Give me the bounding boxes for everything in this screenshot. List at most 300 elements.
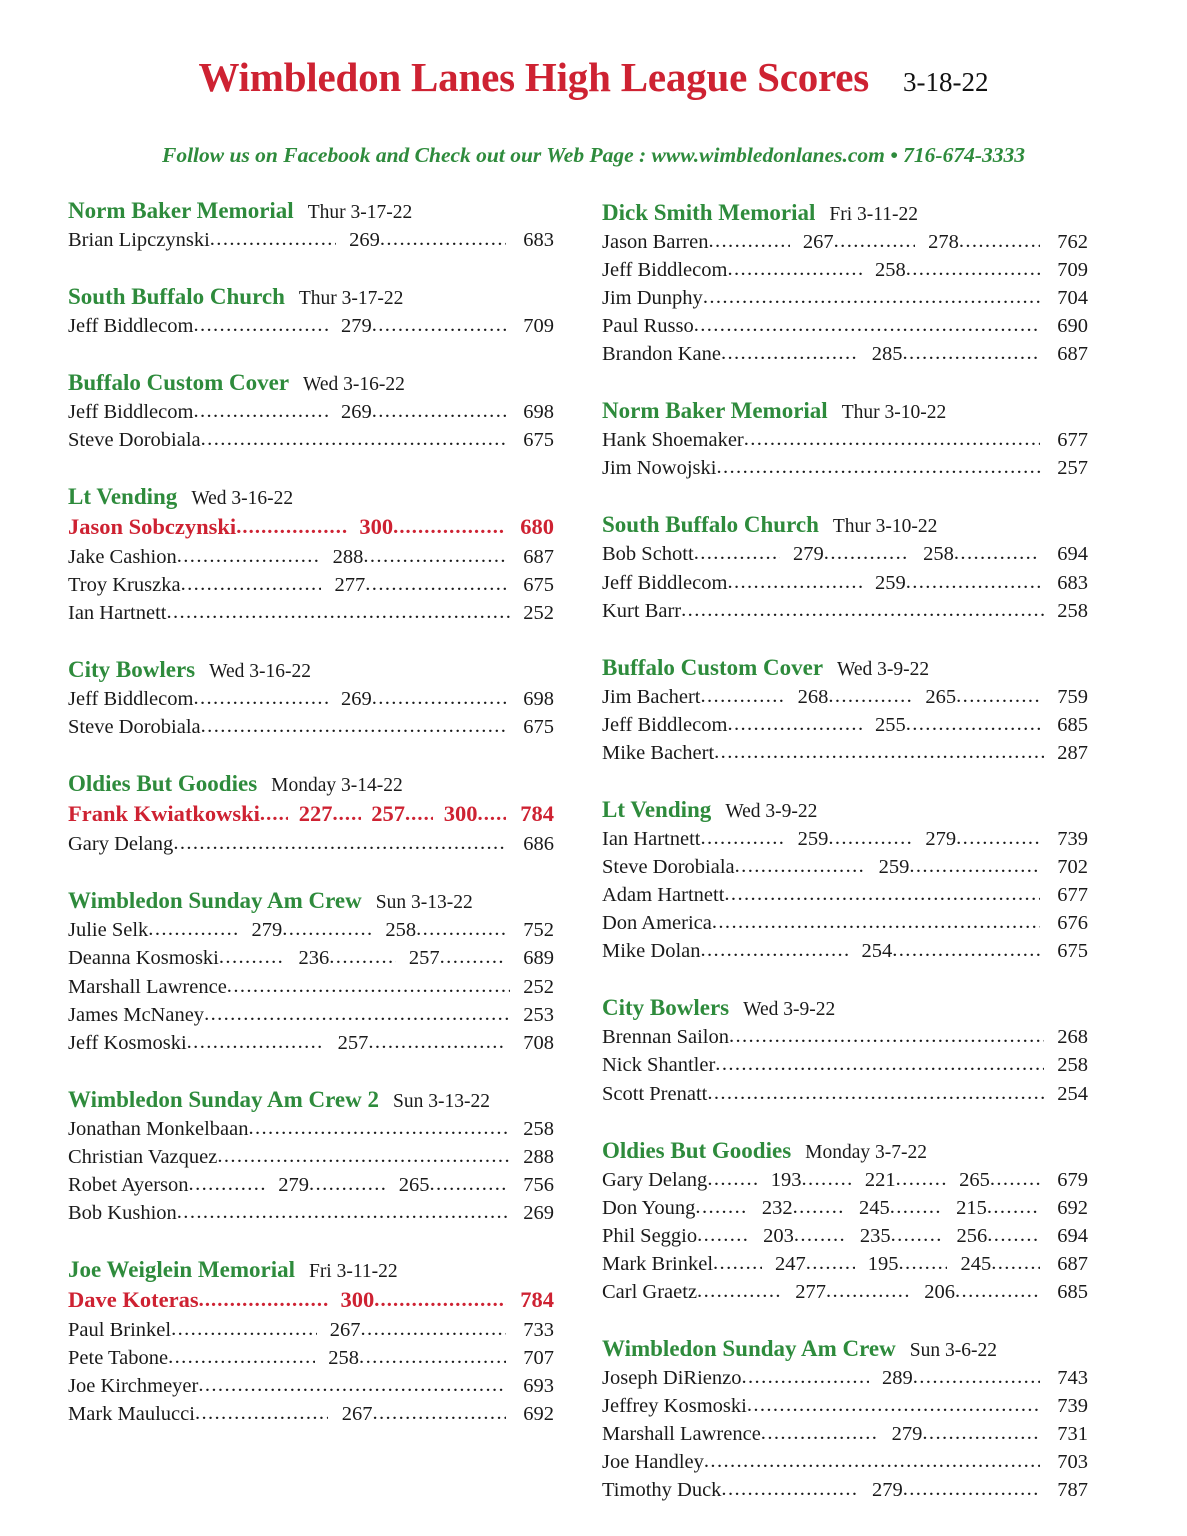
dot-leader [708, 227, 789, 255]
series-total: 690 [1057, 315, 1088, 338]
issue-date: 3-18-22 [903, 67, 989, 98]
dot-leader [177, 542, 320, 570]
league-name: Wimbledon Sunday Am Crew [602, 1335, 896, 1361]
score-row [68, 1316, 554, 1344]
game-score: 277 [795, 1280, 827, 1303]
game-score: 257 [1057, 457, 1088, 480]
league-header [602, 1138, 1088, 1164]
dot-leader [955, 1277, 1040, 1305]
score-row [602, 228, 1088, 256]
game-score: 269 [340, 401, 372, 424]
league-header [68, 370, 554, 396]
series-total: 756 [523, 1173, 554, 1196]
dot-leader [824, 539, 910, 567]
game-score: 252 [523, 602, 554, 625]
dot-leader [201, 712, 506, 740]
league-block [68, 370, 554, 454]
score-row [602, 1250, 1088, 1278]
bowler-name: Hank Shoemaker [602, 429, 744, 452]
score-row [602, 454, 1088, 482]
series-total: 675 [1057, 940, 1088, 963]
dot-leader [681, 596, 1044, 624]
series-total: 675 [523, 716, 554, 739]
game-score: 253 [523, 1003, 554, 1026]
bowler-name: Jeff Biddlecom [602, 713, 728, 736]
game-score: 195 [867, 1252, 899, 1275]
game-score: 269 [523, 1201, 554, 1224]
series-total: 709 [523, 315, 554, 338]
league-date: Sun 3-13-22 [375, 892, 473, 914]
game-score: 279 [793, 543, 824, 566]
game-score: 267 [341, 1403, 373, 1426]
dot-leader [204, 1000, 510, 1028]
league-header [68, 1257, 554, 1283]
bowler-name: Troy Kruszka [68, 574, 181, 597]
game-score: 221 [864, 1168, 896, 1191]
series-total: 683 [523, 228, 554, 251]
game-score: 265 [959, 1168, 990, 1191]
league-date: Wed 3-16-22 [191, 488, 294, 510]
bowler-name: Paul Brinkel [68, 1318, 172, 1341]
dot-leader [724, 880, 1040, 908]
score-row [602, 825, 1088, 853]
league-date: Thur 3-10-22 [832, 516, 938, 538]
dot-leader [697, 1221, 750, 1249]
dot-leader [193, 397, 327, 425]
bowler-name: Jim Nowojski [602, 457, 717, 480]
score-row [68, 426, 554, 454]
left-column [68, 198, 554, 1458]
dot-leader [987, 1193, 1040, 1221]
bowler-name: Don Young [602, 1196, 696, 1219]
league-block [602, 1336, 1088, 1504]
game-score: 279 [340, 315, 372, 338]
league-header [68, 198, 554, 224]
dot-leader [987, 1221, 1040, 1249]
dot-leader [372, 1399, 506, 1427]
dot-leader [909, 852, 1040, 880]
score-row [602, 340, 1088, 368]
series-total: 689 [523, 947, 555, 970]
bowler-name: Adam Hartnett [602, 884, 725, 907]
dot-leader [199, 1286, 331, 1314]
dot-leader [282, 915, 372, 943]
bowler-name: Gary Delang [602, 1168, 708, 1191]
game-score: 279 [251, 919, 283, 942]
dot-leader [956, 682, 1040, 710]
dot-leader [828, 824, 912, 852]
bowler-name: Jeff Biddlecom [602, 571, 728, 594]
bowler-name: Ian Hartnett [602, 827, 701, 850]
dot-leader [173, 829, 506, 857]
league-block [602, 200, 1088, 368]
league-block [602, 1138, 1088, 1306]
bowler-name: Phil Seggio [602, 1224, 698, 1247]
dot-leader [309, 1170, 385, 1198]
dot-leader [260, 800, 289, 828]
series-total: 698 [523, 401, 554, 424]
dot-leader [329, 943, 395, 971]
score-row [602, 937, 1088, 965]
bowler-name: Jeff Biddlecom [68, 401, 194, 424]
bowler-name: Deanna Kosmoski [68, 947, 219, 970]
game-score: 258 [923, 543, 954, 566]
score-row [602, 1278, 1088, 1306]
dot-leader [393, 513, 506, 541]
game-score: 267 [329, 1318, 361, 1341]
bowler-name: Brennan Sailon [602, 1026, 729, 1049]
league-header [68, 771, 554, 797]
bowler-name: Christian Vazquez [68, 1145, 218, 1168]
league-name: Buffalo Custom Cover [602, 654, 824, 680]
dot-leader [747, 1391, 1040, 1419]
score-row [68, 226, 554, 254]
dot-leader [899, 1249, 948, 1277]
series-total: 685 [1057, 713, 1088, 736]
score-row [602, 1194, 1088, 1222]
dot-leader [703, 283, 1040, 311]
league-date: Wed 3-9-22 [725, 800, 818, 822]
series-total: 743 [1057, 1366, 1088, 1389]
game-score: 215 [956, 1196, 987, 1219]
game-score: 206 [924, 1280, 956, 1303]
dot-leader [727, 568, 861, 596]
series-total: 703 [1057, 1451, 1088, 1474]
series-total: 687 [1057, 1252, 1088, 1275]
league-header [602, 512, 1088, 538]
bowler-name: Julie Selk [68, 919, 149, 942]
dot-leader [380, 225, 506, 253]
league-block [602, 655, 1088, 767]
game-score: 265 [398, 1173, 430, 1196]
game-score: 279 [925, 827, 957, 850]
score-row [68, 398, 554, 426]
dot-leader [890, 1193, 943, 1221]
score-row [68, 312, 554, 340]
dot-leader [735, 852, 866, 880]
score-row [68, 713, 554, 741]
series-total: 692 [1057, 1196, 1088, 1219]
dot-leader [248, 1114, 510, 1142]
game-score: 254 [1057, 1082, 1088, 1105]
series-total: 759 [1057, 685, 1088, 708]
league-block [602, 995, 1088, 1107]
series-total: 687 [523, 546, 554, 569]
series-total: 784 [520, 801, 554, 827]
game-score: 235 [859, 1224, 891, 1247]
contact-subtitle: Follow us on Facebook and Check out our Web Page : www.wimbledonlanes.com • 716-674-3333 [161, 142, 1025, 167]
score-row [68, 830, 554, 858]
dot-leader [372, 684, 506, 712]
league-header [68, 484, 554, 510]
bowler-name: Marshall Lawrence [68, 975, 227, 998]
score-row [602, 1051, 1088, 1079]
game-score: 258 [523, 1117, 554, 1140]
score-row [602, 256, 1088, 284]
league-name: Lt Vending [602, 796, 712, 822]
league-header [602, 655, 1088, 681]
dot-leader [906, 710, 1040, 738]
score-row [602, 1222, 1088, 1250]
game-score: 232 [761, 1196, 793, 1219]
game-score: 285 [871, 343, 903, 366]
bowler-name: Gary Delang [68, 833, 174, 856]
league-block [602, 512, 1088, 624]
dot-leader [721, 339, 859, 367]
league-header [68, 284, 554, 310]
series-total: 787 [1057, 1479, 1088, 1502]
score-row [602, 1080, 1088, 1108]
dot-leader [906, 568, 1040, 596]
dot-leader [695, 1193, 748, 1221]
bowler-name: Jake Cashion [68, 546, 177, 569]
series-total: 731 [1057, 1423, 1088, 1446]
league-date: Thur 3-17-22 [298, 288, 404, 310]
bowler-name: Pete Tabone [68, 1346, 169, 1369]
dot-leader [834, 227, 915, 255]
score-row [68, 685, 554, 713]
dot-leader [181, 570, 322, 598]
dot-leader [801, 1165, 851, 1193]
dot-leader [903, 1475, 1040, 1503]
league-block [68, 198, 554, 254]
dot-leader [959, 227, 1040, 255]
bowler-name: Jeff Kosmoski [68, 1031, 187, 1054]
series-total: 680 [520, 514, 554, 540]
score-row [602, 853, 1088, 881]
league-date: Monday 3-7-22 [805, 1141, 928, 1163]
game-score: 278 [928, 230, 959, 253]
league-date: Sun 3-13-22 [393, 1090, 490, 1112]
league-date: Sun 3-6-22 [909, 1339, 997, 1361]
bowler-name: Jeff Biddlecom [68, 315, 194, 338]
game-score: 289 [882, 1366, 913, 1389]
game-score: 258 [385, 919, 417, 942]
dot-leader [219, 943, 285, 971]
score-row [68, 599, 554, 627]
league-header [602, 797, 1088, 823]
dot-leader [372, 311, 506, 339]
league-name: Norm Baker Memorial [602, 398, 828, 424]
dot-leader [148, 915, 238, 943]
series-total: 677 [1057, 884, 1088, 907]
dot-leader [727, 710, 861, 738]
game-score: 193 [770, 1168, 802, 1191]
dot-leader [694, 539, 780, 567]
bowler-name: Carl Graetz [602, 1280, 698, 1303]
score-row [602, 569, 1088, 597]
series-total: 692 [523, 1403, 554, 1426]
dot-leader [761, 1419, 879, 1447]
league-name: South Buffalo Church [68, 284, 285, 310]
dot-leader [361, 1315, 506, 1343]
series-total: 733 [523, 1318, 554, 1341]
bowler-name: Jim Dunphy [602, 287, 703, 310]
series-total: 694 [1057, 1224, 1088, 1247]
bowler-name: Jeff Biddlecom [68, 688, 194, 711]
score-row [68, 916, 554, 944]
score-row [602, 739, 1088, 767]
game-score: 277 [334, 574, 366, 597]
series-total: 702 [1057, 856, 1088, 879]
dot-leader [713, 1249, 762, 1277]
dot-leader [956, 824, 1040, 852]
league-date: Wed 3-9-22 [837, 658, 930, 680]
dot-leader [168, 1343, 315, 1371]
bowler-name: Mark Brinkel [602, 1252, 714, 1275]
game-score: 254 [861, 940, 893, 963]
score-row [602, 711, 1088, 739]
league-header [602, 398, 1088, 424]
bowler-name: Brian Lipczynski [68, 228, 210, 251]
game-score: 247 [775, 1252, 806, 1275]
series-total: 693 [523, 1375, 554, 1398]
score-row [68, 1372, 554, 1400]
league-date: Wed 3-16-22 [303, 374, 405, 396]
game-score: 257 [408, 947, 440, 970]
score-row [68, 1400, 554, 1428]
dot-leader [715, 1050, 1044, 1078]
dot-leader [896, 1165, 946, 1193]
dot-leader [700, 824, 784, 852]
game-score: 258 [328, 1346, 360, 1369]
dot-leader [210, 225, 336, 253]
series-total: 707 [523, 1346, 554, 1369]
dot-leader [742, 1363, 869, 1391]
game-score: 259 [878, 856, 910, 879]
league-name: Buffalo Custom Cover [68, 370, 290, 396]
dot-leader [704, 1447, 1040, 1475]
bowler-name: Mark Maulucci [68, 1403, 195, 1426]
score-row [68, 1001, 554, 1029]
bowler-name: Marshall Lawrence [602, 1423, 761, 1446]
league-block [602, 398, 1088, 482]
series-total: 685 [1057, 1280, 1088, 1303]
league-block [68, 1087, 554, 1227]
league-block [68, 657, 554, 741]
score-row [68, 973, 554, 1001]
score-row [68, 944, 554, 972]
league-name: Oldies But Goodies [602, 1137, 792, 1163]
dot-leader [363, 542, 506, 570]
score-row [602, 1476, 1088, 1504]
bowler-name: Paul Russo [602, 315, 694, 338]
league-date: Monday 3-14-22 [271, 775, 403, 797]
bowler-name: Mike Bachert [602, 741, 715, 764]
score-row [68, 1143, 554, 1171]
dot-leader [193, 311, 327, 339]
game-score: 227 [298, 801, 333, 827]
league-date: Wed 3-16-22 [209, 661, 311, 683]
score-row [602, 1420, 1088, 1448]
game-score: 256 [956, 1224, 988, 1247]
bowler-name: Frank Kwiatkowski [68, 801, 260, 827]
dot-leader [714, 738, 1044, 766]
dot-leader [694, 311, 1040, 339]
series-total: 708 [523, 1031, 554, 1054]
league-block [68, 1257, 554, 1428]
bowler-name: Dave Koteras [68, 1287, 199, 1313]
bowler-name: Timothy Duck [602, 1479, 722, 1502]
league-name: Wimbledon Sunday Am Crew [68, 888, 362, 914]
page-header [0, 0, 1187, 168]
dot-leader [892, 936, 1040, 964]
bowler-name: Mike Dolan [602, 940, 701, 963]
series-total: 687 [1057, 343, 1088, 366]
league-name: City Bowlers [68, 657, 196, 683]
series-total: 698 [523, 688, 554, 711]
dot-leader [372, 397, 506, 425]
game-score: 245 [960, 1252, 992, 1275]
game-score: 236 [298, 947, 330, 970]
dot-leader [440, 943, 506, 971]
series-total: 739 [1057, 1395, 1088, 1418]
game-score: 300 [359, 514, 394, 540]
dot-leader [793, 1193, 846, 1221]
league-name: Oldies But Goodies [68, 771, 258, 797]
dot-leader [922, 1419, 1040, 1447]
dot-leader [201, 425, 506, 453]
game-score: 258 [874, 259, 906, 282]
score-row [602, 1392, 1088, 1420]
bowler-name: Steve Dorobiala [602, 856, 735, 879]
bowler-name: Jeff Biddlecom [602, 259, 728, 282]
league-block [68, 484, 554, 627]
game-score: 269 [349, 228, 380, 251]
bowler-name: Jason Barren [602, 230, 709, 253]
game-score: 268 [1057, 1026, 1088, 1049]
game-score: 257 [371, 801, 405, 827]
bowler-name: Robet Ayerson [68, 1173, 189, 1196]
dot-leader [405, 800, 434, 828]
bowler-name: Steve Dorobiala [68, 716, 201, 739]
dot-leader [187, 1028, 325, 1056]
game-score: 269 [340, 688, 372, 711]
bowler-name: Nick Shantler [602, 1054, 716, 1077]
dot-leader [826, 1277, 911, 1305]
dot-leader [193, 684, 327, 712]
dot-leader [727, 255, 861, 283]
dot-leader [906, 255, 1040, 283]
score-row [68, 1171, 554, 1199]
league-name: Lt Vending [68, 484, 178, 510]
dot-leader [954, 539, 1040, 567]
bowler-name: Brandon Kane [602, 343, 721, 366]
game-score: 252 [523, 975, 554, 998]
game-score: 259 [874, 571, 906, 594]
dot-leader [806, 1249, 855, 1277]
score-row-highlight [68, 1285, 554, 1316]
series-total: 679 [1057, 1168, 1088, 1191]
dot-leader [794, 1221, 847, 1249]
game-score: 279 [891, 1423, 923, 1446]
league-block [602, 797, 1088, 965]
league-name: Norm Baker Memorial [68, 197, 294, 223]
dot-leader [707, 1079, 1044, 1107]
league-name: Joe Weiglein Memorial [68, 1257, 295, 1283]
page-title: Wimbledon Lanes High League Scores [198, 54, 870, 101]
league-name: Dick Smith Memorial [602, 199, 816, 225]
series-total: 675 [523, 574, 554, 597]
game-score: 267 [802, 230, 834, 253]
dot-leader [991, 1249, 1040, 1277]
dot-leader [189, 1170, 265, 1198]
bowler-name: Steve Dorobiala [68, 429, 201, 452]
bowler-name: Jeffrey Kosmoski [602, 1395, 747, 1418]
score-row [602, 1448, 1088, 1476]
game-score: 257 [337, 1031, 369, 1054]
league-block [68, 888, 554, 1056]
